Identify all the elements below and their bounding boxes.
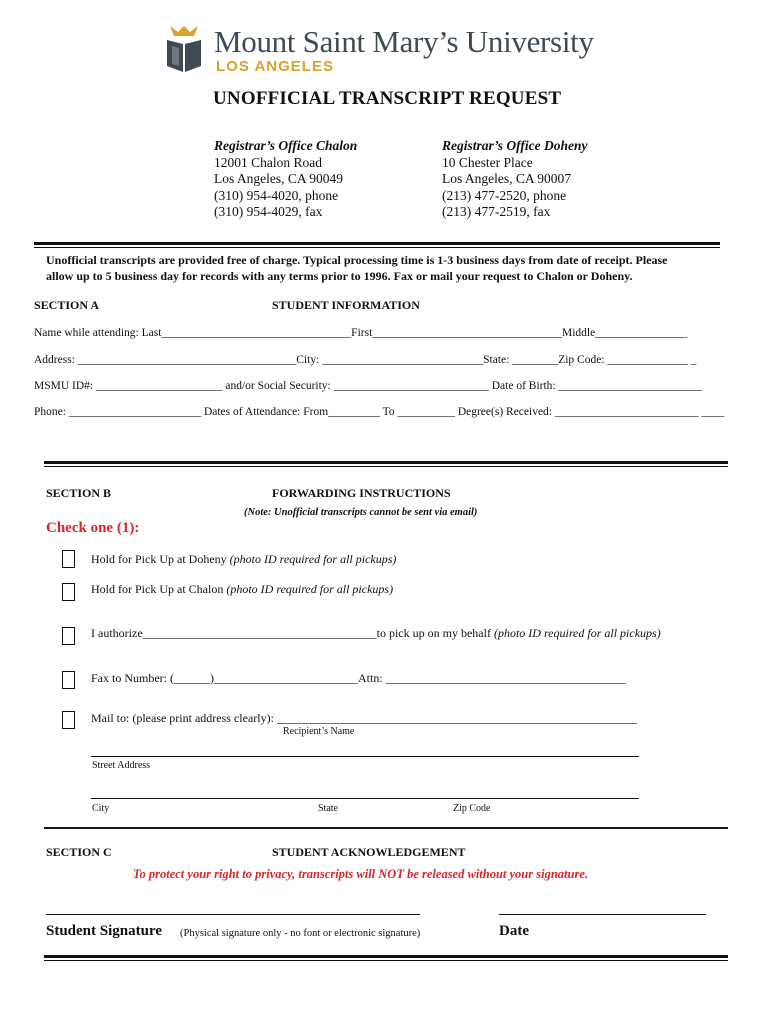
office-line: Los Angeles, CA 90007 — [442, 171, 572, 186]
divider — [44, 960, 728, 961]
date-line[interactable] — [499, 914, 706, 915]
pickup-chalon-checkbox[interactable] — [62, 583, 75, 601]
city-state-zip-line[interactable] — [91, 798, 639, 799]
fax-option[interactable] — [91, 671, 626, 686]
divider — [34, 247, 720, 248]
pickup-doheny-checkbox[interactable] — [62, 550, 75, 568]
office-heading: Registrar’s Office Doheny — [442, 138, 588, 153]
divider — [44, 466, 728, 467]
option-text: Hold for Pick Up at Chalon — [91, 582, 227, 596]
section-c-label: SECTION C — [46, 845, 112, 859]
authorize-checkbox[interactable] — [62, 627, 75, 645]
privacy-warning: To protect your right to privacy, transcripts will NOT be released without your signature. — [133, 867, 589, 881]
processing-notice — [46, 252, 726, 284]
notice-line: Unofficial transcripts are provided free of charge. Typical processing time is 1-3 business days from date of receipt. Please — [46, 253, 668, 267]
office-doheny — [442, 138, 588, 221]
office-line: (310) 954-4029, fax — [214, 204, 323, 219]
street-address-line[interactable] — [91, 756, 639, 757]
university-name: Mount Saint Mary’s University — [214, 24, 594, 59]
office-line: (310) 954-4020, phone — [214, 187, 339, 203]
recipient-name-label: Recipient’s Name — [283, 726, 355, 737]
date-label: Date — [499, 923, 529, 939]
divider — [44, 827, 728, 829]
section-b-label: SECTION B — [46, 486, 112, 500]
id-field-row[interactable]: MSMU ID#: ______________________ and/or Social Security: ___________________________ Date of Birth: _________________________ — [34, 380, 703, 392]
option-note: (photo ID required for all pickups) — [226, 582, 394, 596]
office-line: Los Angeles, CA 90049 — [214, 171, 344, 186]
page-title: UNOFFICIAL TRANSCRIPT REQUEST — [213, 88, 562, 109]
option-text: Hold for Pick Up at Doheny — [91, 552, 230, 566]
check-one-label: Check one (1): — [46, 520, 140, 536]
phone-field-row[interactable]: Phone: _______________________ Dates of Attendance: From_________ To __________ Degree(s) Received: _________________________ ____ — [34, 406, 725, 418]
section-a-heading: STUDENT INFORMATION — [272, 298, 420, 312]
pickup-chalon-option — [91, 582, 393, 597]
office-line: 12001 Chalon Road — [214, 154, 322, 170]
campus-name: LOS ANGELES — [216, 58, 334, 75]
state-label: State — [318, 803, 338, 814]
zip-label: Zip Code — [453, 803, 491, 814]
office-line: 10 Chester Place — [442, 154, 533, 170]
option-text: I authorize_______________________________________to pick up on my behalf — [91, 626, 494, 640]
office-heading: Registrar’s Office Chalon — [214, 138, 358, 153]
signature-label: Student Signature — [46, 923, 163, 939]
option-note: (photo ID required for all pickups) — [493, 626, 661, 640]
divider — [34, 242, 720, 245]
section-c-heading: STUDENT ACKNOWLEDGEMENT — [272, 845, 466, 859]
mail-option[interactable] — [91, 711, 637, 726]
divider — [44, 461, 728, 464]
section-a-label: SECTION A — [34, 298, 100, 312]
option-text: Fax to Number: (______)________________________Attn: ________________________________________ — [91, 671, 626, 685]
name-field-row[interactable]: Name while attending: Last_________________________________First_________________________________Middle________________ — [34, 327, 688, 339]
option-text: Mail to: (please print address clearly): ____________________________________________________________ — [91, 711, 637, 725]
fax-checkbox[interactable] — [62, 671, 75, 689]
option-note: (photo ID required for all pickups) — [229, 552, 397, 566]
authorize-option[interactable] — [91, 626, 661, 641]
address-field-row[interactable]: Address: ______________________________________City: ____________________________State: ________Zip Code: ______________ _ — [34, 354, 697, 366]
notice-line: allow up to 5 business day for records with any terms prior to 1996. Fax or mail your request to Chalon or Doheny. — [46, 269, 633, 283]
section-b-heading: FORWARDING INSTRUCTIONS — [272, 486, 451, 500]
street-address-label: Street Address — [92, 760, 151, 771]
university-logo — [164, 22, 204, 74]
office-line: (213) 477-2520, phone — [442, 187, 567, 203]
mail-checkbox[interactable] — [62, 711, 75, 729]
signature-note: (Physical signature only - no font or electronic signature) — [180, 928, 421, 939]
divider — [44, 955, 728, 958]
pickup-doheny-option — [91, 552, 396, 567]
city-label: City — [92, 803, 110, 814]
signature-line[interactable] — [46, 914, 420, 915]
office-chalon — [214, 138, 357, 221]
office-line: (213) 477-2519, fax — [442, 204, 551, 219]
email-note: (Note: Unofficial transcripts cannot be sent via email) — [244, 507, 478, 518]
